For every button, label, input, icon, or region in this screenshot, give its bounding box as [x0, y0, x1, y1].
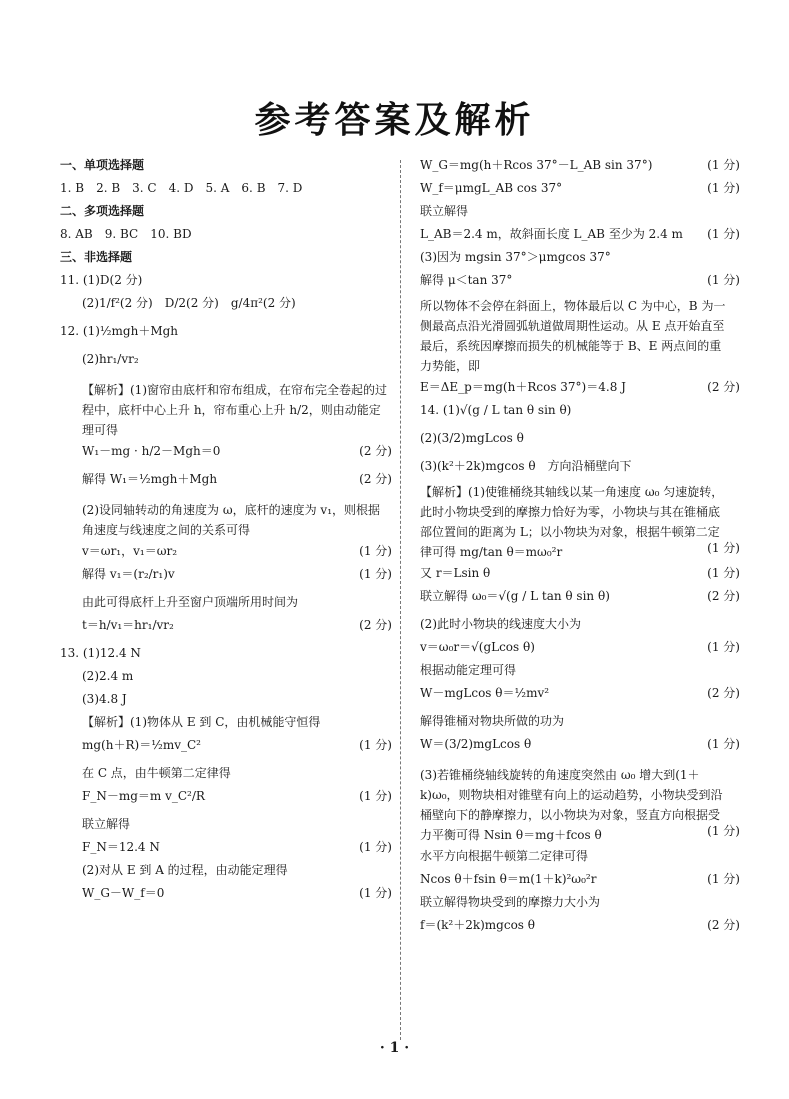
answer-line [420, 714, 730, 728]
answer-line [60, 618, 390, 632]
answer-line [420, 431, 730, 445]
line-text: 解得锥桶对物块所做的功为 [420, 714, 565, 728]
answer-line [60, 380, 390, 440]
score-label: (2 分) [359, 444, 392, 458]
answer-line [60, 444, 390, 458]
line-text: W_f＝μmgL_AB cos 37° [420, 181, 563, 195]
answer-line [420, 158, 740, 172]
line-text: L_AB＝2.4 m，故斜面长度 L_AB 至少为 2.4 m [420, 227, 683, 241]
line-text: F_N－mg＝m v_C²/R [82, 789, 205, 803]
line-text: 11. (1)D(2 分) [60, 273, 143, 287]
answer-line [420, 765, 740, 845]
score-label: (2 分) [707, 918, 740, 932]
answer-line [420, 737, 740, 751]
line-text: (2)hr₁/vr₂ [82, 352, 139, 366]
answer-line [60, 567, 390, 581]
score-label: (1 分) [707, 273, 740, 287]
answer-line [420, 617, 730, 631]
line-text: 【解析】(1)使锥桶绕其轴线以某一角速度 ω₀ 匀速旋转，此时小物块受到的摩擦力恰好为零，小物块与其在锥桶底部位置间的距离为 L；以小物块为对象，根据牛顿第二定律可得 mg/tan θ＝mω₀²r [420, 485, 724, 559]
line-text: 三、非选择题 [60, 250, 133, 264]
answer-line [60, 595, 390, 609]
left-column [60, 158, 390, 909]
answer-line [420, 849, 730, 863]
section-heading [60, 158, 390, 172]
answer-line [420, 895, 730, 909]
answer-line [60, 817, 390, 831]
score-label: (2 分) [707, 380, 740, 394]
line-text: W－mgLcos θ＝½mv² [420, 686, 550, 700]
line-text: (3)(k²＋2k)mgcos θ 方向沿桶壁向下 [420, 459, 632, 473]
score-label: (1 分) [359, 567, 392, 581]
answer-line [420, 566, 740, 580]
line-text: F_N＝12.4 N [82, 840, 160, 854]
answer-line [60, 352, 390, 366]
answer-line [420, 250, 730, 264]
line-text: 联立解得 [82, 817, 131, 831]
answer-line [420, 403, 730, 417]
line-text: 在 C 点，由牛顿第二定律得 [82, 766, 231, 780]
line-text: W_G＝mg(h＋Rcos 37°－L_AB sin 37°) [420, 158, 653, 172]
line-text: 1. B 2. B 3. C 4. D 5. A 6. B 7. D [60, 181, 303, 195]
score-label: (1 分) [707, 541, 740, 555]
line-text: 根据动能定理可得 [420, 663, 517, 677]
answer-line [420, 640, 740, 654]
line-text: mg(h＋R)＝½mv_C² [82, 738, 201, 752]
answer-line [60, 669, 390, 683]
line-text: 所以物体不会停在斜面上，物体最后以 C 为中心，B 为一侧最高点沿光滑圆弧轨道做周期性运动。从 E 点开始直至最后，系统因摩擦而损失的机械能等于 B、E 两点间的重力势能，即 [420, 299, 726, 373]
answer-line [60, 646, 390, 660]
score-label: (2 分) [707, 686, 740, 700]
page-number: · 1 · [379, 1040, 410, 1056]
score-label: (1 分) [359, 544, 392, 558]
line-text: 解得 v₁＝(r₂/r₁)v [82, 567, 175, 581]
line-text: (2)设同轴转动的角速度为 ω，底杆的速度为 v₁，则根据角速度与线速度之间的关系可得 [82, 503, 381, 537]
score-label: (1 分) [707, 566, 740, 580]
answer-line [420, 181, 740, 195]
line-text: W_G－W_f＝0 [82, 886, 165, 900]
line-text: W＝(3/2)mgLcos θ [420, 737, 532, 751]
line-text: v＝ωr₁，v₁＝ωr₂ [82, 544, 178, 558]
answer-line [60, 500, 390, 540]
line-text: 解得 W₁＝½mgh＋Mgh [82, 472, 218, 486]
score-label: (1 分) [707, 227, 740, 241]
answer-line [60, 738, 390, 752]
line-text: 12. (1)½mgh＋Mgh [60, 324, 179, 338]
line-text: (2)此时小物块的线速度大小为 [420, 617, 581, 631]
answer-line [420, 663, 730, 677]
line-text: 联立解得物块受到的摩擦力大小为 [420, 895, 601, 909]
score-label: (1 分) [359, 886, 392, 900]
line-text: 由此可得底杆上升至窗户顶端所用时间为 [82, 595, 299, 609]
answer-line [420, 872, 740, 886]
answer-line [60, 715, 390, 729]
score-label: (1 分) [359, 789, 392, 803]
line-text: (2)2.4 m [82, 669, 134, 683]
line-text: (2)(3/2)mgLcos θ [420, 431, 524, 445]
score-label: (1 分) [707, 640, 740, 654]
section-heading [60, 204, 390, 218]
score-label: (1 分) [707, 158, 740, 172]
answer-line [420, 227, 740, 241]
answer-line [420, 686, 740, 700]
score-label: (1 分) [359, 738, 392, 752]
answer-line [60, 273, 390, 287]
line-text: (2)1/f²(2 分) D/2(2 分) g/4π²(2 分) [82, 296, 296, 310]
score-label: (2 分) [359, 472, 392, 486]
line-text: (3)因为 mgsin 37°＞μmgcos 37° [420, 250, 611, 264]
answer-line [60, 324, 390, 338]
line-text: Ncos θ＋fsin θ＝m(1＋k)²ω₀²r [420, 872, 597, 886]
line-text: 二、多项选择题 [60, 204, 145, 218]
line-text: 【解析】(1)物体从 E 到 C，由机械能守恒得 [82, 715, 321, 729]
line-text: 一、单项选择题 [60, 158, 145, 172]
score-label: (2 分) [359, 618, 392, 632]
line-text: v＝ω₀r＝√(gLcos θ) [420, 640, 535, 654]
score-label: (1 分) [359, 840, 392, 854]
right-column [420, 158, 740, 941]
score-label: (1 分) [707, 737, 740, 751]
line-text: 14. (1)√(g / L tan θ sin θ) [420, 403, 572, 417]
line-text: 解得 μ＜tan 37° [420, 273, 513, 287]
answer-line [420, 589, 740, 603]
answer-line [420, 296, 730, 376]
line-text: 水平方向根据牛顿第二定律可得 [420, 849, 589, 863]
line-text: 13. (1)12.4 N [60, 646, 141, 660]
line-text: (3)4.8 J [82, 692, 127, 706]
answer-line [60, 840, 390, 854]
line-text: 【解析】(1)窗帘由底杆和帘布组成，在帘布完全卷起的过程中，底杆中心上升 h，帘布重心上升 h/2，则由动能定理可得 [82, 383, 388, 437]
answer-line [60, 227, 390, 241]
answer-line [60, 863, 390, 877]
answer-line [60, 181, 390, 195]
line-text: W₁－mg · h/2－Mgh＝0 [82, 444, 221, 458]
line-text: 联立解得 [420, 204, 469, 218]
answer-line [60, 766, 390, 780]
line-text: t＝h/v₁＝hr₁/vr₂ [82, 618, 174, 632]
answer-line [420, 482, 740, 562]
score-label: (1 分) [707, 181, 740, 195]
answer-line [420, 380, 740, 394]
answer-line [60, 886, 390, 900]
answer-line [420, 204, 730, 218]
answer-line [60, 296, 390, 310]
answer-line [60, 472, 390, 486]
line-text: E＝ΔE_p＝mg(h＋Rcos 37°)＝4.8 J [420, 380, 626, 394]
line-text: 8. AB 9. BC 10. BD [60, 227, 192, 241]
answer-line [60, 544, 390, 558]
line-text: (3)若锥桶绕轴线旋转的角速度突然由 ω₀ 增大到(1＋k)ω₀，则物块相对锥壁有向上的运动趋势，小物块受到沿桶壁向下的静摩擦力，以小物块为对象，竖直方向根据受力平衡可得 Nsin θ＝mg＋fcos θ [420, 768, 723, 842]
answer-line [420, 273, 740, 287]
section-heading [60, 250, 390, 264]
score-label: (2 分) [707, 589, 740, 603]
answer-line [60, 789, 390, 803]
line-text: 又 r＝Lsin θ [420, 566, 491, 580]
column-divider [400, 160, 401, 1040]
answer-line [60, 692, 390, 706]
line-text: (2)对从 E 到 A 的过程，由动能定理得 [82, 863, 288, 877]
answer-line [420, 918, 740, 932]
page-title: 参考答案及解析 [254, 100, 535, 141]
line-text: 联立解得 ω₀＝√(g / L tan θ sin θ) [420, 589, 610, 603]
score-label: (1 分) [707, 872, 740, 886]
answer-line [420, 459, 730, 473]
line-text: f＝(k²＋2k)mgcos θ [420, 918, 535, 932]
score-label: (1 分) [707, 824, 740, 838]
